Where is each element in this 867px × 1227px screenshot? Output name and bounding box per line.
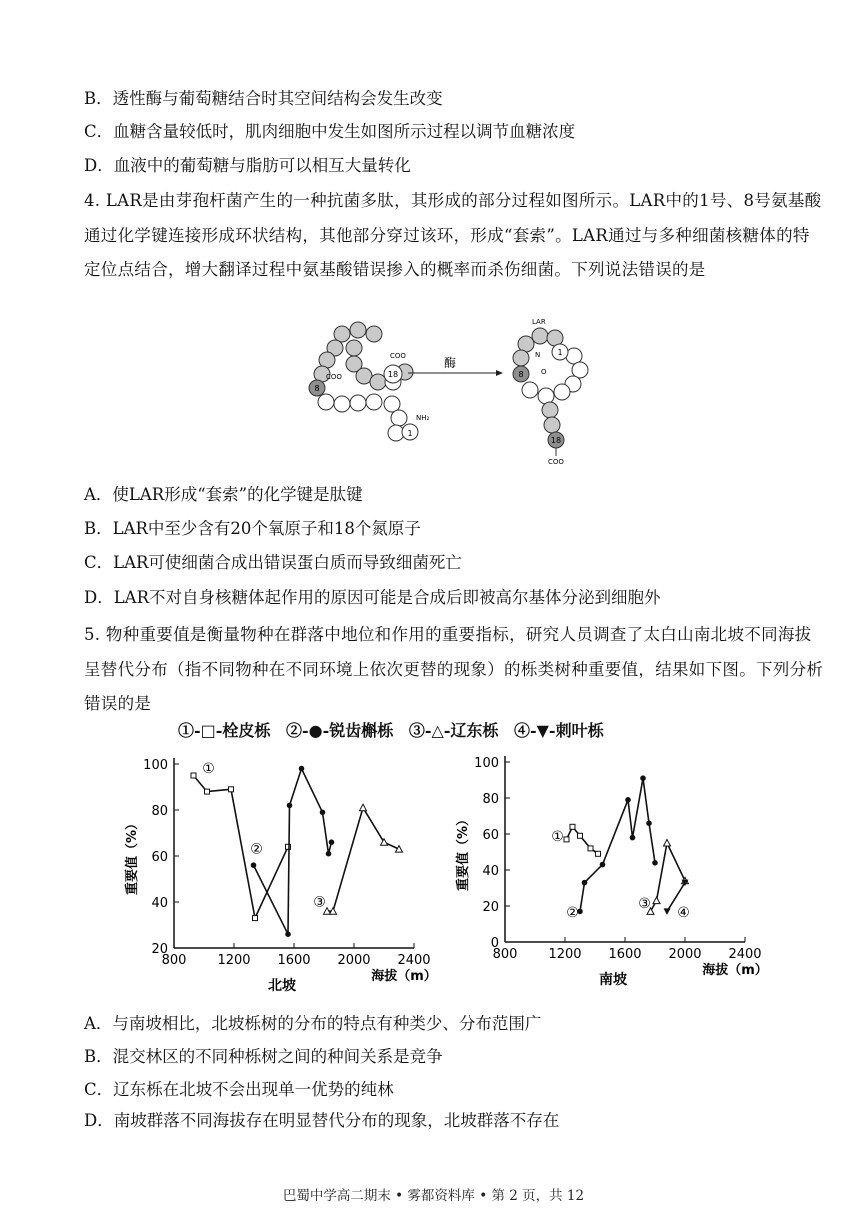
series-line bbox=[194, 776, 289, 919]
q5-option-a: A．与南坡相比，北坡栎树的分布的特点有种类少、分布范围广 bbox=[84, 1014, 542, 1033]
legend-item-2: ②-●-锐齿槲栎 bbox=[285, 721, 394, 740]
data-point-circle bbox=[630, 835, 636, 841]
label-8-right: 8 bbox=[518, 370, 524, 379]
o-atom-label: O bbox=[541, 368, 547, 376]
south-slope-chart bbox=[445, 750, 785, 1000]
coo-left-1: COO bbox=[326, 373, 342, 381]
north-slope-chart bbox=[110, 750, 440, 1000]
data-point-square bbox=[564, 837, 569, 842]
data-point-square bbox=[191, 773, 196, 778]
series-annotation: ④ bbox=[677, 904, 690, 921]
data-point-circle bbox=[329, 839, 335, 845]
q3-option-c: C．血糖含量较低时，肌肉细胞中发生如图所示过程以调节血糖浓度 bbox=[84, 122, 576, 141]
data-point-circle bbox=[646, 820, 652, 826]
arrow-head-icon bbox=[496, 370, 503, 376]
y-tick-label: 20 bbox=[151, 942, 168, 957]
enzyme-label: 酶 bbox=[443, 356, 457, 370]
legend-item-4: ④-▼-刺叶栎 bbox=[513, 721, 604, 740]
label-1-right: 1 bbox=[557, 348, 563, 357]
y-tick-label: 0 bbox=[490, 936, 499, 951]
data-point-triangle bbox=[664, 840, 671, 847]
q4-option-c: C．LAR可使细菌合成出错误蛋白质而导致细菌死亡 bbox=[84, 553, 462, 572]
data-point-circle bbox=[251, 862, 257, 868]
y-tick-label: 20 bbox=[482, 900, 499, 915]
x-axis-label: 海拔（m） bbox=[371, 969, 437, 984]
series-line bbox=[327, 808, 399, 912]
x-tick-label: 800 bbox=[161, 953, 187, 968]
y-tick-label: 40 bbox=[482, 864, 499, 879]
page-footer: 巴蜀中学高二期末 • 雾都资料库 • 第 2 页，共 12 bbox=[282, 1188, 585, 1204]
y-axis-label: 重要值（%） bbox=[456, 812, 471, 892]
chart-legend bbox=[178, 718, 614, 741]
q5-option-d: D．南坡群落不同海拔存在明显替代分布的现象，北坡群落不存在 bbox=[84, 1111, 560, 1130]
nh2-label: NH₂ bbox=[416, 414, 430, 422]
label-18-left: 18 bbox=[387, 370, 399, 379]
legend-item-1: ①-□-栓皮栎 bbox=[178, 721, 271, 740]
y-tick-label: 80 bbox=[151, 804, 168, 819]
data-point-circle bbox=[285, 931, 291, 937]
x-tick-label: 2000 bbox=[337, 953, 371, 968]
y-tick-label: 80 bbox=[482, 792, 499, 807]
q4-stem: 4. LAR是由芽孢杆菌产生的一种抗菌多肽，其形成的部分过程如图所示。LAR中的1号、8号氨基酸通过化学键连接形成环状结构，其他部分穿过该环，形成“套索”。LAR通过与多种细菌核糖体的特定位点结合，增大翻译过程中氨基酸错误掺入的概率而杀伤细菌。下列说法错误的是 bbox=[84, 191, 822, 279]
y-tick-label: 60 bbox=[482, 828, 499, 843]
data-point-circle bbox=[625, 797, 631, 803]
chart-title: 北坡 bbox=[268, 978, 296, 994]
series-annotation: ③ bbox=[638, 895, 651, 912]
data-point-circle bbox=[652, 860, 658, 866]
x-tick-label: 2400 bbox=[397, 953, 431, 968]
series-annotation: ① bbox=[551, 829, 564, 846]
data-point-triangle bbox=[360, 804, 367, 811]
q3-option-d: D．血液中的葡萄糖与脂肪可以相互大量转化 bbox=[84, 156, 411, 175]
lar-formation-figure bbox=[300, 312, 600, 472]
data-point-circle bbox=[582, 880, 588, 886]
data-point-square bbox=[596, 851, 601, 856]
q5-option-c: C．辽东栎在北坡不会出现单一优势的纯林 bbox=[84, 1080, 394, 1099]
chart-title: 南坡 bbox=[599, 972, 627, 988]
x-tick-label: 1200 bbox=[217, 953, 251, 968]
y-tick-label: 40 bbox=[151, 896, 168, 911]
data-point-square bbox=[229, 787, 234, 792]
q4-option-b: B．LAR中至少含有20个氧原子和18个氮原子 bbox=[84, 519, 421, 538]
legend-item-3: ③-△-辽东栎 bbox=[408, 721, 499, 740]
x-tick-label: 1600 bbox=[277, 953, 311, 968]
coo-right: COO bbox=[548, 458, 564, 466]
label-18-right: 18 bbox=[550, 436, 562, 445]
q5-stem: 5. 物种重要值是衡量物种在群落中地位和作用的重要指标，研究人员调查了太白山南北坡不同海拔呈替代分布（指不同物种在不同环境上依次更替的现象）的栎类树种重要值，结果如下图。下列分析错误的是 bbox=[84, 625, 824, 713]
x-tick-label: 1600 bbox=[608, 947, 642, 962]
series-annotation: ② bbox=[566, 904, 579, 921]
left-peptide-chain bbox=[309, 322, 418, 441]
series-annotation: ① bbox=[202, 761, 215, 778]
data-point-square bbox=[570, 824, 575, 829]
label-1-left: 1 bbox=[407, 429, 413, 438]
right-lasso-peptide bbox=[513, 328, 588, 448]
coo-left-2: COO bbox=[390, 352, 406, 360]
q3-option-b: B．透性酶与葡萄糖结合时其空间结构会发生改变 bbox=[84, 89, 443, 108]
x-tick-label: 2400 bbox=[728, 947, 762, 962]
x-tick-label: 800 bbox=[492, 947, 518, 962]
data-point-circle bbox=[600, 862, 606, 868]
y-axis-label: 重要值（%） bbox=[125, 816, 140, 896]
x-tick-label: 1200 bbox=[548, 947, 582, 962]
n-atom-label: N bbox=[535, 351, 541, 359]
q4-option-d: D．LAR不对自身核糖体起作用的原因可能是合成后即被高尔基体分泌到细胞外 bbox=[84, 588, 661, 607]
data-point-circle bbox=[287, 803, 293, 809]
data-point-square bbox=[578, 833, 583, 838]
data-point-circle bbox=[299, 766, 305, 772]
y-tick-label: 60 bbox=[151, 850, 168, 865]
data-point-square bbox=[253, 916, 258, 921]
q4-option-a: A．使LAR形成“套索”的化学键是肽键 bbox=[84, 485, 363, 504]
label-8-left: 8 bbox=[314, 384, 320, 393]
q5-option-b: B．混交林区的不同种栎树之间的种间关系是竞争 bbox=[84, 1047, 443, 1066]
x-axis-label: 海拔（m） bbox=[702, 963, 768, 978]
y-tick-label: 100 bbox=[474, 756, 499, 771]
data-point-triangle bbox=[653, 897, 660, 904]
lar-label: LAR bbox=[532, 318, 546, 326]
y-tick-label: 100 bbox=[143, 758, 168, 773]
series-line bbox=[580, 778, 655, 911]
x-tick-label: 2000 bbox=[668, 947, 702, 962]
series-annotation: ③ bbox=[313, 894, 326, 911]
data-point-circle bbox=[640, 775, 646, 781]
data-point-circle bbox=[320, 810, 326, 816]
data-point-square bbox=[588, 846, 593, 851]
data-point-circle bbox=[326, 851, 332, 857]
series-annotation: ② bbox=[250, 841, 263, 858]
data-point-triangle-down bbox=[664, 908, 671, 915]
data-point-square bbox=[205, 789, 210, 794]
